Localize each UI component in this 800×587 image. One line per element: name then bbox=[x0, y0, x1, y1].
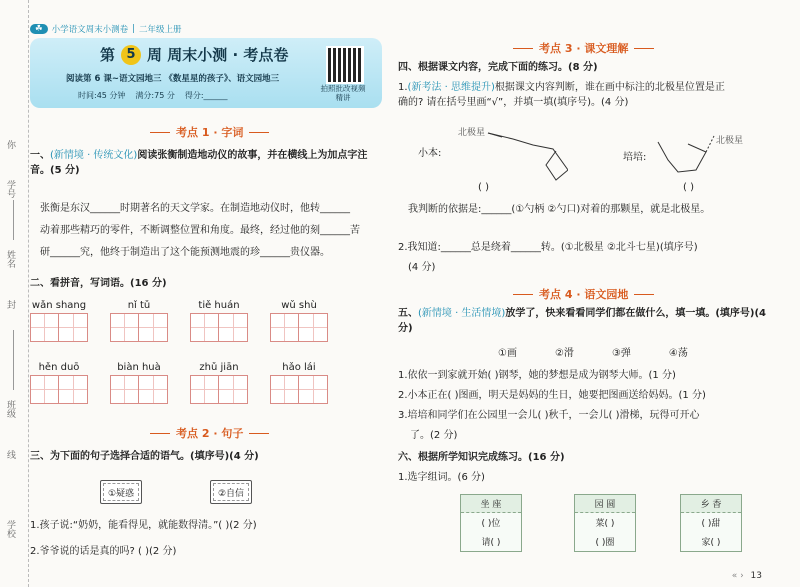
question-5-options: ①画 ②滑 ③弹 ④荡 bbox=[498, 348, 688, 359]
title-banner bbox=[30, 38, 382, 108]
question-5-item-3: 3.培培和同学们在公园里一会儿( )秋千，一会儿( )滑梯，玩得可开心 bbox=[398, 410, 700, 421]
writing-box[interactable] bbox=[139, 375, 168, 404]
writing-box[interactable] bbox=[270, 375, 299, 404]
week-number-badge: 5 bbox=[121, 45, 141, 65]
section-heading-4: 考点 4 · 语文园地 bbox=[513, 286, 654, 302]
writing-box[interactable] bbox=[59, 313, 88, 342]
left-column bbox=[30, 0, 400, 587]
question-4-reason: 我判断的依据是:______(①勺柄 ②勺口)对着的那颗星，就是北极星。 bbox=[408, 204, 711, 215]
question-4-item-2-score: (4 分) bbox=[408, 262, 436, 273]
question-2: 二、看拼音，写词语。(16 分) bbox=[30, 278, 167, 289]
question-5-item-2: 2.小本正在( )图画，明天是妈妈的生日，她要把图画送给妈妈。(1 分) bbox=[398, 390, 706, 401]
question-3: 三、为下面的句子选择合适的语气。(填序号)(4 分) bbox=[30, 451, 259, 462]
writing-box[interactable] bbox=[270, 313, 299, 342]
section-heading-3: 考点 3 · 课文理解 bbox=[513, 40, 654, 56]
score-field[interactable]: 得分:______ bbox=[184, 91, 228, 100]
question-5-item-1: 1.依依一到家就开始( )钢琴，她的梦想是成为钢琴大师。(1 分) bbox=[398, 370, 676, 381]
qr-caption: 拍照批改视频精讲 bbox=[320, 84, 366, 102]
word-card: 坐 座 ( )位 请( ) bbox=[460, 494, 522, 552]
question-3-item-2: 2.爷爷说的话是真的吗? ( )(2 分) bbox=[30, 546, 177, 557]
binding-label: 封 bbox=[5, 300, 15, 309]
question-5: 五、(新情境 · 生活情境)放学了，快来看看同学们都在做什么，填一填。(填序号)(4 分) bbox=[398, 308, 767, 334]
series-label: 小学语文周末小测卷 bbox=[51, 25, 129, 35]
question-1-passage: 张衡是东汉______时期著名的天文学家。在制造地动仪时，他转______ 动着那些精巧的零件，不断调整位置和角度。最终，经过他的刻______苦 研______究，他终于制造出了这个能预测地震的珍______贵仪器。 bbox=[40, 203, 360, 258]
right-column bbox=[398, 0, 793, 587]
pinyin-item: hǎo lái bbox=[270, 362, 328, 404]
answer-paren-2[interactable]: ( ) bbox=[683, 182, 694, 193]
pinyin-item: nǐ tǔ bbox=[110, 300, 168, 342]
choice-card-doubt: ①疑惑 bbox=[100, 480, 142, 504]
banner-title bbox=[100, 44, 288, 65]
full-score: 满分:75 分 bbox=[135, 91, 175, 100]
writing-box[interactable] bbox=[190, 313, 219, 342]
word-blank[interactable]: 家( ) bbox=[701, 538, 721, 548]
question-6: 六、根据所学知识完成练习。(16 分) bbox=[398, 452, 565, 463]
big-dipper-diagram bbox=[458, 125, 568, 185]
section-heading-1: 考点 1 · 字词 bbox=[150, 124, 269, 140]
north-star-label: 北极星 bbox=[716, 136, 744, 146]
person-xiaoben: 小本: bbox=[418, 148, 442, 159]
pinyin-item: zhǔ jiān bbox=[190, 362, 248, 404]
chevron-left-icon: « › bbox=[731, 571, 744, 581]
writing-box[interactable] bbox=[299, 375, 328, 404]
binding-label: 学号 bbox=[5, 180, 15, 198]
binding-label: 线 bbox=[5, 450, 15, 459]
writing-box[interactable] bbox=[299, 313, 328, 342]
question-4-item-2: 2.我知道:______总是绕着______转。(①北极星 ②北斗七星)(填序号) bbox=[398, 242, 698, 253]
question-3-item-1: 1.孩子说:“奶奶，能看得见，就能数得清。”( )(2 分) bbox=[30, 520, 257, 531]
word-card: 园 圆 菜( ) ( )圈 bbox=[574, 494, 636, 552]
big-dipper-diagram bbox=[648, 128, 768, 188]
series-logo: ☘ bbox=[30, 24, 48, 34]
banner-subtitle: 阅读第 6 课~语文园地三 《数星星的孩子》、语文园地三 bbox=[66, 74, 280, 84]
binding-label: 姓名 bbox=[5, 250, 15, 268]
writing-box[interactable] bbox=[219, 313, 248, 342]
grade-label: 二年级上册 bbox=[139, 25, 182, 35]
page-footer bbox=[732, 571, 762, 581]
writing-box[interactable] bbox=[110, 313, 139, 342]
question-4: 四、根据课文内容，完成下面的练习。(8 分) bbox=[398, 62, 598, 73]
choice-card-confident: ②自信 bbox=[210, 480, 252, 504]
word-blank[interactable]: ( )位 bbox=[481, 519, 501, 529]
binding-label: 班级 bbox=[5, 400, 15, 418]
tag-thinking: (新考法 · 思维提升) bbox=[407, 82, 495, 93]
writing-box[interactable] bbox=[139, 313, 168, 342]
word-blank[interactable]: ( )甜 bbox=[701, 519, 721, 529]
writing-box[interactable] bbox=[219, 375, 248, 404]
tag-life: (新情境 · 生活情境) bbox=[418, 308, 506, 319]
word-blank[interactable]: ( )圈 bbox=[595, 538, 615, 548]
word-blank[interactable]: 菜( ) bbox=[595, 519, 615, 529]
qr-code-icon[interactable] bbox=[326, 46, 364, 84]
question-5-item-3b: 了。(2 分) bbox=[410, 430, 458, 441]
writing-box[interactable] bbox=[190, 375, 219, 404]
section-heading-2: 考点 2 · 句子 bbox=[150, 425, 269, 441]
tag-culture: (新情境 · 传统文化) bbox=[50, 150, 138, 161]
writing-box[interactable] bbox=[110, 375, 139, 404]
binding-margin bbox=[0, 0, 29, 587]
binding-label: 学校 bbox=[5, 520, 15, 538]
pinyin-item: tiě huán bbox=[190, 300, 248, 342]
pinyin-item: hěn duō bbox=[30, 362, 88, 404]
banner-meta bbox=[78, 90, 228, 101]
pinyin-item: wǔ shù bbox=[270, 300, 328, 342]
pinyin-item: biàn huà bbox=[110, 362, 168, 404]
binding-line bbox=[13, 330, 14, 390]
title-prefix: 第 bbox=[100, 46, 116, 64]
pinyin-item: wǎn shang bbox=[30, 300, 88, 342]
binding-line bbox=[13, 200, 14, 240]
word-card: 乡 香 ( )甜 家( ) bbox=[680, 494, 742, 552]
title-suffix: 周 周末小测 · 考点卷 bbox=[147, 46, 289, 64]
question-1: 一、(新情境 · 传统文化)阅读张衡制造地动仪的故事，并在横线上为加点字注音。(5 分) bbox=[30, 150, 368, 176]
binding-label: 你 bbox=[5, 140, 15, 149]
answer-paren-1[interactable]: ( ) bbox=[478, 182, 489, 193]
north-star-label: 北极星 bbox=[458, 128, 486, 138]
question-6-item-1: 1.选字组词。(6 分) bbox=[398, 472, 485, 483]
writing-box[interactable] bbox=[30, 375, 59, 404]
series-header: ☘ 小学语文周末小测卷 | 二年级上册 bbox=[30, 22, 182, 36]
writing-box[interactable] bbox=[59, 375, 88, 404]
person-peipei: 培培: bbox=[623, 152, 647, 163]
question-4-item-1: 1.(新考法 · 思维提升)根据课文内容判断，谁在画中标注的北极星位置是正 确的? 请在括号里画“√”，并填一填(填序号)。(4 分) bbox=[398, 82, 725, 108]
time-limit: 时间:45 分钟 bbox=[78, 91, 126, 100]
page-number: 13 bbox=[750, 571, 762, 581]
word-blank[interactable]: 请( ) bbox=[481, 538, 501, 548]
writing-box[interactable] bbox=[30, 313, 59, 342]
